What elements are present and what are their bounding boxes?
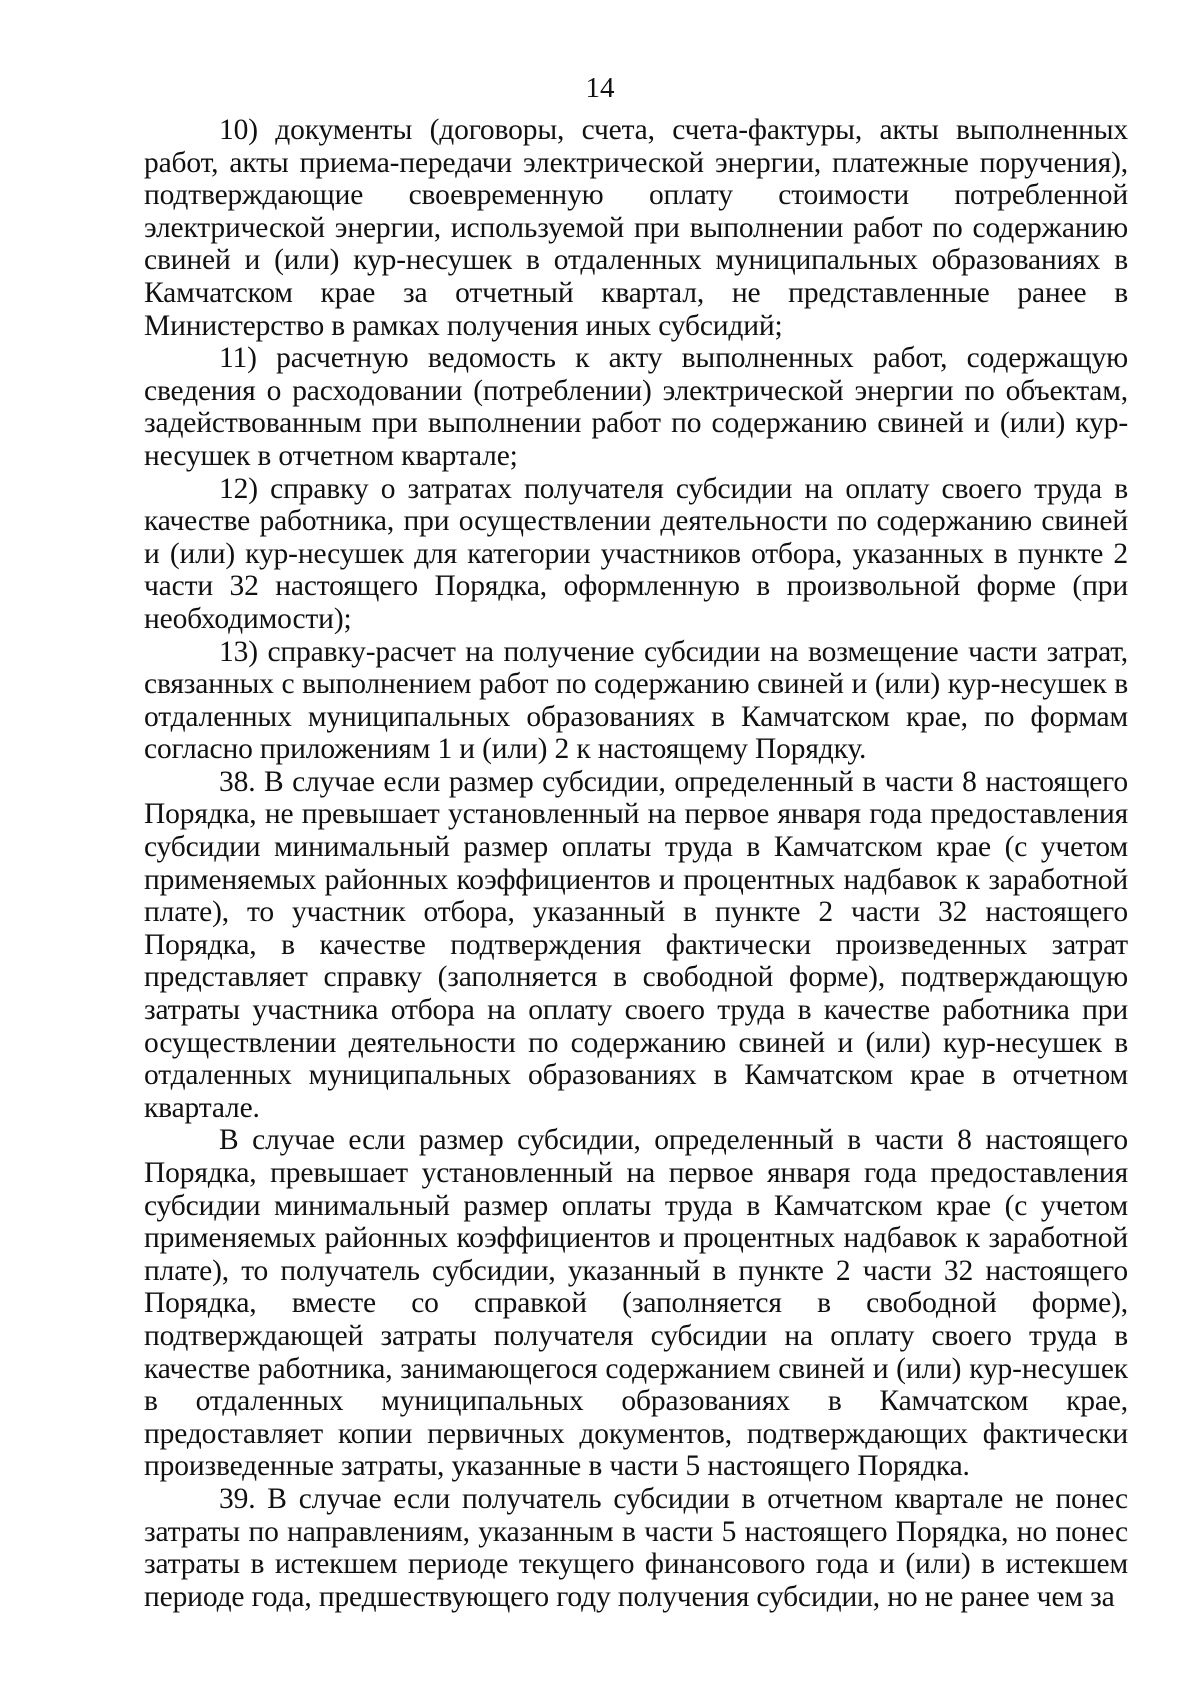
paragraph-clause-39: 39. В случае если получатель субсидии в отчетном квартале не понес затраты по направлениям, указанным в части 5 настоящего Порядка, но понес затраты в истекшем периоде текущего финансового года и (или) в истекшем периоде года, предшествующего году получения субсидии, но не ранее чем за — [144, 1482, 1128, 1613]
paragraph-item-10: 10) документы (договоры, счета, счета-фактуры, акты выполненных работ, акты приема-передачи электрической энергии, платежные поручения), подтверждающие своевременную оплату стоимости потребленной электрической энергии, используемой при выполнении работ по содержанию свиней и (или) кур-несушек в отдаленных муниципальных образованиях в Камчатском крае за отчетный квартал, не представленные ранее в Министерство в рамках получения иных субсидий; — [144, 114, 1128, 342]
paragraph-item-11: 11) расчетную ведомость к акту выполненных работ, содержащую сведения о расходовании (потреблении) электрической энергии по объектам, задействованным при выполнении работ по содержанию свиней и (или) кур-несушек в отчетном квартале; — [144, 342, 1128, 472]
page-number: 14 — [585, 72, 615, 104]
paragraph-item-12: 12) справку о затратах получателя субсидии на оплату своего труда в качестве работника, при осуществлении деятельности по содержанию свиней и (или) кур-несушек для категории участников отбора, указанных в пункте 2 части 32 настоящего Порядка, оформленную в произвольной форме (при необходимости); — [144, 472, 1128, 635]
paragraph-clause-38-continued: В случае если размер субсидии, определенный в части 8 настоящего Порядка, превышает установленный на первое января года предоставления субсидии минимальный размер оплаты труда в Камчатском крае (с учетом применяемых районных коэффициентов и процентных надбавок к заработной плате), то получатель субсидии, указанный в пункте 2 части 32 настоящего Порядка, вместе со справкой (заполняется в свободной форме), подтверждающей затраты получателя субсидии на оплату своего труда в качестве работника, занимающегося содержанием свиней и (или) кур-несушек в отдаленных муниципальных образованиях в Камчатском крае, предоставляет копии первичных документов, подтверждающих фактически произведенные затраты, указанные в части 5 настоящего Порядка. — [144, 1124, 1128, 1483]
paragraph-clause-38: 38. В случае если размер субсидии, определенный в части 8 настоящего Порядка, не превышает установленный на первое января года предоставления субсидии минимальный размер оплаты труда в Камчатском крае (с учетом применяемых районных коэффициентов и процентных надбавок к заработной плате), то участник отбора, указанный в пункте 2 части 32 настоящего Порядка, в качестве подтверждения фактически произведенных затрат представляет справку (заполняется в свободной форме), подтверждающую затраты участника отбора на оплату своего труда в качестве работника при осуществлении деятельности по содержанию свиней и (или) кур-несушек в отдаленных муниципальных образованиях в Камчатском крае в отчетном квартале. — [144, 765, 1128, 1124]
paragraph-item-13: 13) справку-расчет на получение субсидии на возмещение части затрат, связанных с выполнением работ по содержанию свиней и (или) кур-несушек в отдаленных муниципальных образованиях в Камчатском крае, по формам согласно приложениям 1 и (или) 2 к настоящему Порядку. — [144, 635, 1128, 766]
document-body — [144, 114, 1128, 1613]
